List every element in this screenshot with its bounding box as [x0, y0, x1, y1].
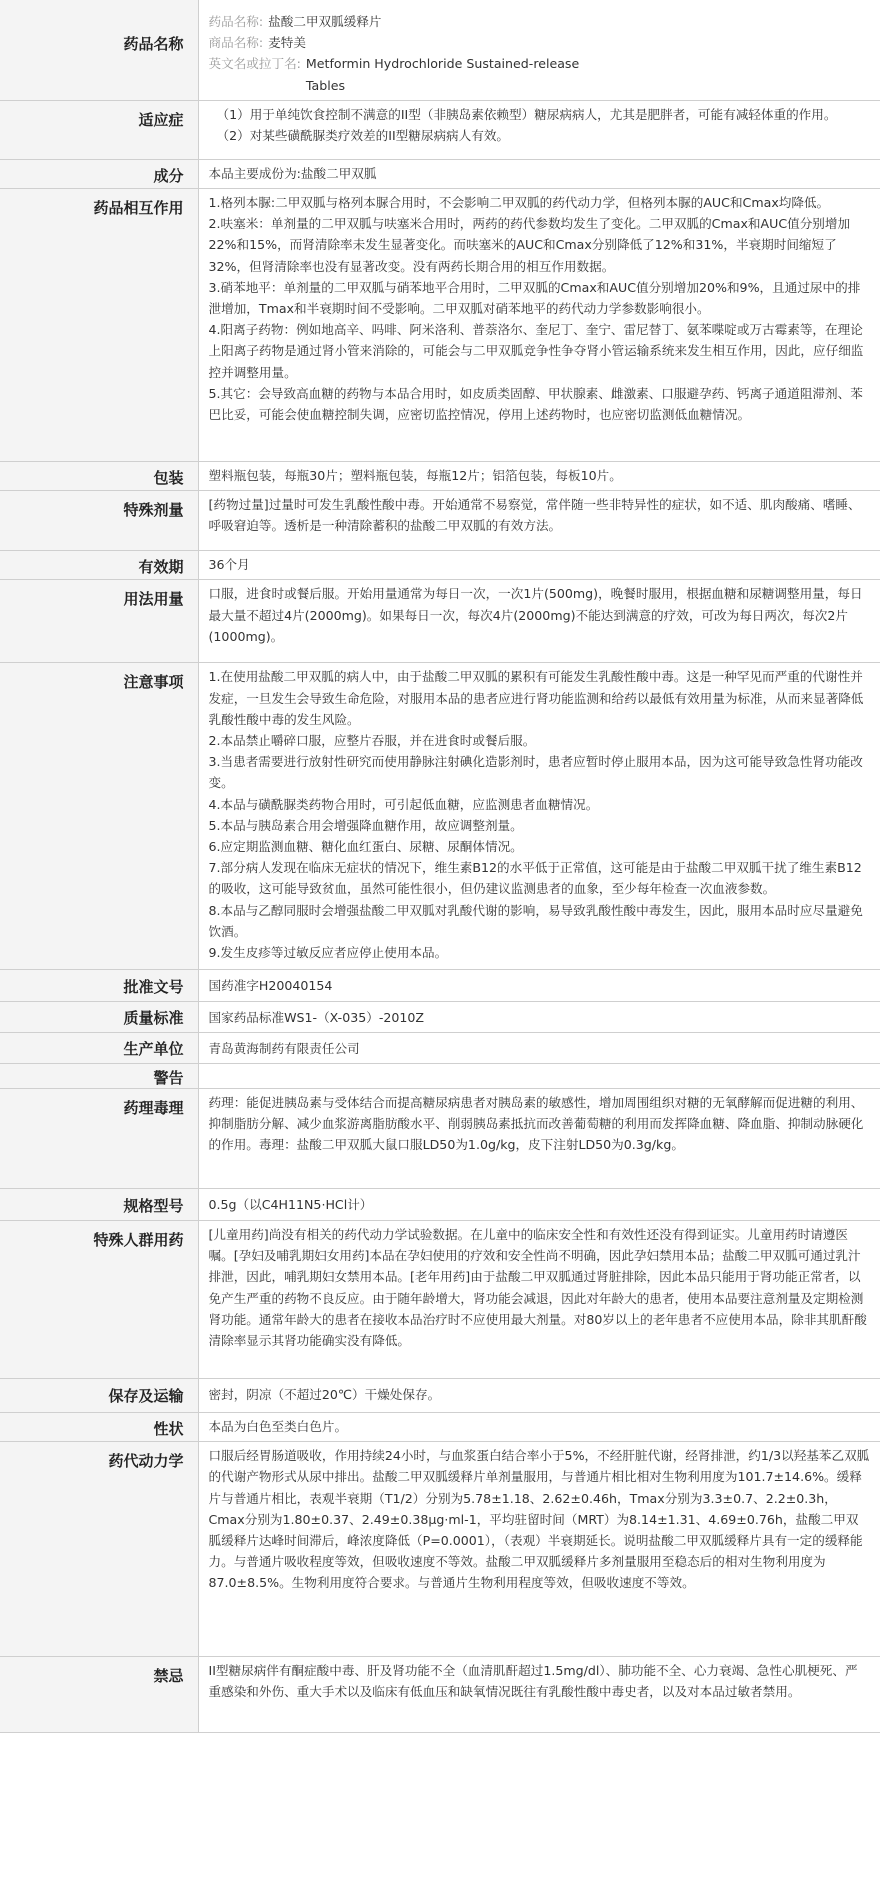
label-storage: 保存及运输: [0, 1379, 198, 1413]
value-shelf-life: 36个月: [198, 551, 880, 580]
interaction-item-2: 2.呋塞米：单剂量的二甲双胍与呋塞米合用时，两药的药代参数均发生了变化。二甲双胍的Cmax和AUC值分别增加22%和15%，而肾清除率未发生显著变化。而呋塞米的AUC和Cmax分别降低了12%和31%，半衰期时间缩短了32%，但肾清除率也没有显著改变。没有两药长期合用的相互作用数据。: [208, 216, 851, 274]
value-contraindications: II型糖尿病伴有酮症酸中毒、肝及肾功能不全（血清肌酐超过1.5mg/dl）、肺功能不全、心力衰竭、急性心肌梗死、严重感染和外伤、重大手术以及临床有低血压和缺氧情况既往有乳酸性酸中毒史者，以及对本品过敏者禁用。: [198, 1657, 880, 1733]
value-indication: [198, 100, 880, 159]
row-pharmacokinetics: [0, 1442, 880, 1657]
label-special-groups: 特殊人群用药: [0, 1221, 198, 1379]
value-pharmacokinetics: 口服后经胃肠道吸收，作用持续24小时，与血浆蛋白结合率小于5%，不经肝脏代谢，经肾排泄，约1/3以羟基苯乙双胍的代谢产物形式从尿中排出。盐酸二甲双胍缓释片单剂量服用，与普通片相比相对生物利用度为101.7±14.6%。缓释片与普通片相比，表观半衰期（T1/2）分别为5.78±1.18、2.62±0.46h，Tmax分别为3.3±0.7、2.2±0.3h，Cmax分别为1.80±0.37、2.49±0.38μg·ml-1，平均驻留时间（MRT）为8.14±1.31、4.69±0.76h，盐酸二甲双胍缓释片达峰时间滞后，峰浓度降低（P=0.0001），（表观）半衰期延长。说明盐酸二甲双胍缓释片具有一定的缓释能力。与普通片吸收程度等效，但吸收速度不等效。盐酸二甲双胍缓释片多剂量服用至稳态后的相对生物利用度为87.0±8.5%。生物利用度符合要求。与普通片生物利用程度等效，但吸收速度不等效。: [198, 1442, 880, 1657]
indication-line-1: （1）用于单纯饮食控制不满意的II型（非胰岛素依赖型）糖尿病病人，尤其是肥胖者，可能有减轻体重的作用。: [216, 106, 837, 122]
label-indication: 适应症: [0, 100, 198, 159]
label-interaction: 药品相互作用: [0, 189, 198, 462]
label-shelf-life: 有效期: [0, 551, 198, 580]
label-ingredient: 成分: [0, 159, 198, 188]
value-pharmacology: 药理：能促进胰岛素与受体结合而提高糖尿病患者对胰岛素的敏感性，增加周围组织对糖的无氧酵解而促进糖的利用、抑制脂肪分解、减少血浆游离脂肪酸水平、削弱胰岛素抵抗而改善葡萄糖的利用而发挥降血糖、降血脂、抑制动脉硬化的作用。毒理：盐酸二甲双胍大鼠口服LD50为1.0g/kg，皮下注射LD50为0.3g/kg。: [198, 1089, 880, 1189]
indication-line-2: （2）对某些磺酰脲类疗效差的II型糖尿病病人有效。: [216, 128, 510, 144]
interaction-item-3: 3.硝苯地平：单剂量的二甲双胍与硝苯地平合用时，二甲双胍的Cmax和AUC值分别增加20%和9%，且通过尿中的排泄增加，Tmax和半衰期时间不受影响。二甲双胍对硝苯地平的药代动力学参数影响很小。: [208, 279, 861, 317]
row-indication: [0, 100, 880, 159]
label-overdose: 特殊剂量: [0, 491, 198, 551]
row-drug-name: [0, 0, 880, 100]
label-warning: 警告: [0, 1064, 198, 1089]
value-interaction: [198, 189, 880, 462]
value-appearance: 本品为白色至类白色片。: [198, 1413, 880, 1442]
generic-name-key: 药品名称:: [208, 14, 264, 29]
precaution-item-4: 4.本品与磺酰脲类药物合用时，可引起低血糖，应监测患者血糖情况。: [208, 796, 599, 812]
value-overdose: [药物过量]过量时可发生乳酸性酸中毒。开始通常不易察觉，常伴随一些非特异性的症状，如不适、肌肉酸痛、嗜睡、呼吸窘迫等。透析是一种清除蓄积的盐酸二甲双胍的有效方法。: [198, 491, 880, 551]
label-drug-name: 药品名称: [0, 0, 198, 100]
label-pharmacokinetics: 药代动力学: [0, 1442, 198, 1657]
english-name-value: Metformin Hydrochloride Sustained-release Tables: [305, 56, 580, 93]
value-drug-name: [198, 0, 880, 100]
interaction-item-4: 4.阳离子药物：例如地高辛、吗啡、阿米洛利、普萘洛尔、奎尼丁、奎宁、雷尼替丁、氨苯喋啶或万古霉素等，在理论上阳离子药物是通过肾小管来消除的，可能会与二甲双胍竞争性争夺肾小管运输系统来发生相互作用，因此，应仔细监控并调整用量。: [208, 322, 864, 380]
label-approval: 批准文号: [0, 970, 198, 1001]
row-usage: [0, 580, 880, 663]
value-usage: 口服，进食时或餐后服。开始用量通常为每日一次，一次1片(500mg)，晚餐时服用，根据血糖和尿糖调整用量，每日最大量不超过4片(2000mg)。如果每日一次，每次4片(2000mg)不能达到满意的疗效，可改为每日两次，每次2片(1000mg)。: [198, 580, 880, 663]
value-ingredient: 本品主要成份为:盐酸二甲双胍: [198, 159, 880, 188]
row-appearance: [0, 1413, 880, 1442]
label-precautions: 注意事项: [0, 663, 198, 970]
value-spec: 0.5g（以C4H11N5·HCl计）: [198, 1189, 880, 1221]
brand-name-key: 商品名称:: [208, 35, 264, 51]
row-precautions: [0, 663, 880, 970]
label-usage: 用法用量: [0, 580, 198, 663]
english-name-key: 英文名或拉丁名:: [208, 56, 301, 72]
interaction-item-1: 1.格列本脲:二甲双胍与格列本脲合用时，不会影响二甲双胍的药代动力学，但格列本脲的AUC和Cmax均降低。: [208, 195, 830, 211]
value-package: 塑料瓶包装，每瓶30片；塑料瓶包装，每瓶12片；铝箔包装，每板10片。: [198, 462, 880, 491]
precaution-item-9: 9.发生皮疹等过敏反应者应停止使用本品。: [208, 945, 448, 961]
label-pharmacology: 药理毒理: [0, 1089, 198, 1189]
interaction-item-5: 5.其它：会导致高血糖的药物与本品合用时，如皮质类固醇、甲状腺素、雌激素、口服避孕药、钙离子通道阻滞剂、苯巴比妥，可能会使血糖控制失调，应密切监控情况，停用上述药物时，也应密切监测低血糖情况。: [208, 385, 863, 423]
label-manufacturer: 生产单位: [0, 1032, 198, 1063]
value-storage: 密封，阴凉（不超过20℃）干燥处保存。: [198, 1379, 880, 1413]
label-package: 包装: [0, 462, 198, 491]
label-standard: 质量标准: [0, 1001, 198, 1032]
value-standard: 国家药品标准WS1-（X-035）-2010Z: [198, 1001, 880, 1032]
row-pharmacology: [0, 1089, 880, 1189]
value-precautions: [198, 663, 880, 970]
value-approval: 国药准字H20040154: [198, 970, 880, 1001]
value-special-groups: [儿童用药]尚没有相关的药代动力学试验数据。在儿童中的临床安全性和有效性还没有得到证实。儿童用药时请遵医嘱。[孕妇及哺乳期妇女用药]本品在孕妇使用的疗效和安全性尚不明确，因此孕妇禁用本品；盐酸二甲双胍可通过乳汁排泄，因此，哺乳期妇女禁用本品。[老年用药]由于盐酸二甲双胍通过肾脏排除，因此本品只能用于肾功能正常者，以免产生严重的药物不良反应。由于随年龄增大，肾功能会减退，因此对年龄大的患者，使用本品要注意剂量及定期检测肾功能。通常年龄大的患者在接收本品治疗时不应使用最大剂量。对80岁以上的老年患者不应使用本品，除非其肌酐酸清除率显示其肾功能确实没有降低。: [198, 1221, 880, 1379]
precaution-item-6: 6.应定期监测血糖、糖化血红蛋白、尿糖、尿酮体情况。: [208, 839, 523, 855]
precaution-item-3: 3.当患者需要进行放射性研究而使用静脉注射碘化造影剂时，患者应暂时停止服用本品，因为这可能导致急性肾功能改变。: [208, 754, 863, 791]
row-interaction: [0, 189, 880, 462]
row-spec: [0, 1189, 880, 1221]
precaution-item-1: 1.在使用盐酸二甲双胍的病人中，由于盐酸二甲双胍的累积有可能发生乳酸性酸中毒。这是一种罕见而严重的代谢性并发症，一旦发生会导致生命危险，对服用本品的患者应进行肾功能监测和给药以最低有效用量为标准，从而来显著降低乳酸性酸中毒的发生风险。: [208, 669, 864, 727]
precaution-item-8: 8.本品与乙醇同服时会增强盐酸二甲双胍对乳酸代谢的影响，易导致乳酸性酸中毒发生，因此，服用本品时应尽量避免饮酒。: [208, 902, 863, 939]
row-warning: [0, 1064, 880, 1089]
row-manufacturer: [0, 1032, 880, 1063]
brand-name-value: 麦特美: [268, 35, 306, 51]
row-approval: [0, 970, 880, 1001]
generic-name-value: 盐酸二甲双胍缓释片: [268, 14, 382, 29]
precaution-item-5: 5.本品与胰岛素合用会增强降血糖作用，故应调整剂量。: [208, 817, 523, 833]
row-overdose: [0, 491, 880, 551]
precaution-item-7: 7.部分病人发现在临床无症状的情况下，维生素B12的水平低于正常值，这可能是由于盐酸二甲双胍干扰了维生素B12的吸收，这可能导致贫血，虽然可能性很小，但仍建议监测患者的血象，至少每年检查一次血液参数。: [208, 860, 862, 897]
row-contraindications: [0, 1657, 880, 1733]
row-storage: [0, 1379, 880, 1413]
row-standard: [0, 1001, 880, 1032]
value-warning: [198, 1064, 880, 1089]
label-contraindications: 禁忌: [0, 1657, 198, 1733]
row-special-groups: [0, 1221, 880, 1379]
value-manufacturer: 青岛黄海制药有限责任公司: [198, 1032, 880, 1063]
label-spec: 规格型号: [0, 1189, 198, 1221]
row-shelf-life: [0, 551, 880, 580]
row-package: [0, 462, 880, 491]
row-ingredient: [0, 159, 880, 188]
precaution-item-2: 2.本品禁止嚼碎口服，应整片吞服，并在进食时或餐后服。: [208, 733, 536, 749]
label-appearance: 性状: [0, 1413, 198, 1442]
